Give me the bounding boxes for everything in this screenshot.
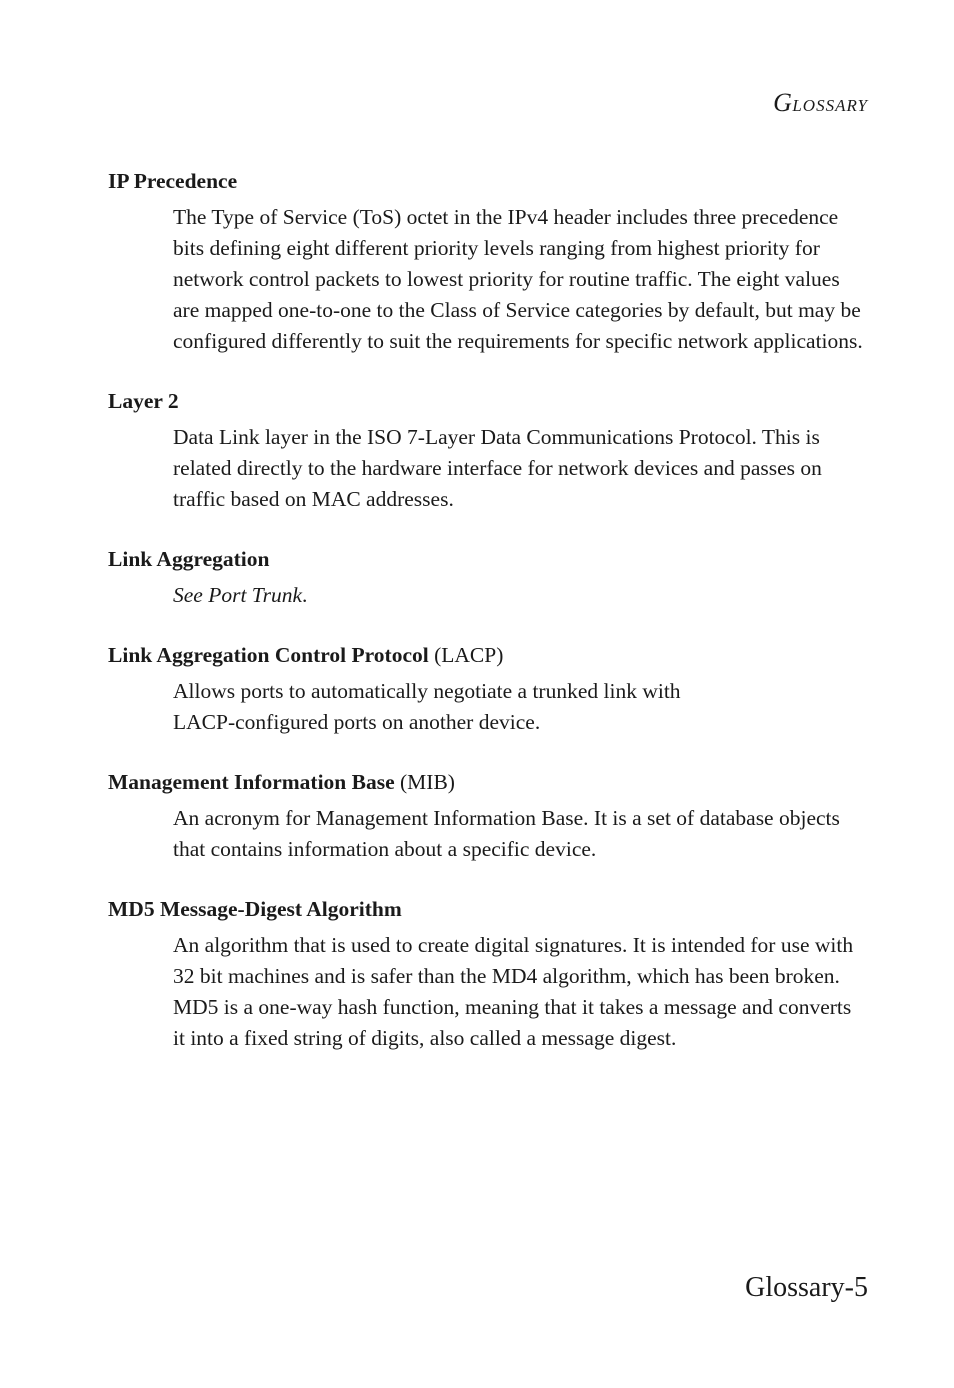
definition-line-1: Allows ports to automatically negotiate a trunked link with	[173, 679, 681, 703]
cross-reference: See Port Trunk	[173, 583, 302, 607]
definition-line-2: LACP-configured ports on another device.	[173, 710, 541, 734]
page-number: Glossary-5	[745, 1272, 868, 1303]
running-head-rest: LOSSARY	[792, 96, 868, 115]
definition-suffix: .	[302, 583, 308, 607]
term-name: Link Aggregation Control Protocol	[108, 643, 429, 667]
entry-term	[108, 642, 868, 668]
entry-term	[108, 168, 868, 194]
glossary-entry-link-aggregation	[108, 546, 868, 611]
entry-definition: An algorithm that is used to create digital signatures. It is intended for use with 32 bit machines and is safer than the MD4 algorithm, which has been broken. MD5 is a one-way hash function, meaning that it takes a message and converts it into a fixed string of digits, also called a message digest.	[173, 933, 854, 1050]
entry-definition: Data Link layer in the ISO 7-Layer Data Communications Protocol. This is related directly to the hardware interface for network devices and passes on traffic based on MAC addresses.	[173, 425, 822, 511]
glossary-entry-ip-precedence	[108, 168, 868, 357]
term-name: IP Precedence	[108, 169, 238, 193]
entry-definition: The Type of Service (ToS) octet in the IPv4 header includes three precedence bits defining eight different priority levels ranging from highest priority for network control packets to lowest priority for routine traffic. The eight values are mapped one-to-one to the Class of Service categories by default, but may be configured differently to suit the requirements for specific network applications.	[173, 205, 863, 353]
term-abbreviation: (LACP)	[434, 643, 504, 667]
running-head	[773, 88, 868, 118]
entry-definition: An acronym for Management Information Base. It is a set of database objects that contains information about a specific device.	[173, 806, 840, 861]
glossary-entry-mib	[108, 769, 868, 865]
glossary-entry-lacp	[108, 642, 868, 738]
entry-definition	[173, 580, 868, 611]
entry-term	[108, 896, 868, 922]
term-name: Layer 2	[108, 389, 179, 413]
term-name: Management Information Base	[108, 770, 395, 794]
entry-term	[108, 769, 868, 795]
term-name: MD5 Message-Digest Algorithm	[108, 897, 402, 921]
entry-definition	[173, 676, 868, 738]
glossary-entry-layer-2	[108, 388, 868, 515]
running-head-initial: G	[773, 88, 793, 117]
glossary-list	[108, 168, 868, 1085]
glossary-entry-md5	[108, 896, 868, 1054]
entry-term	[108, 388, 868, 414]
entry-term	[108, 546, 868, 572]
term-name: Link Aggregation	[108, 547, 270, 571]
term-abbreviation: (MIB)	[400, 770, 455, 794]
